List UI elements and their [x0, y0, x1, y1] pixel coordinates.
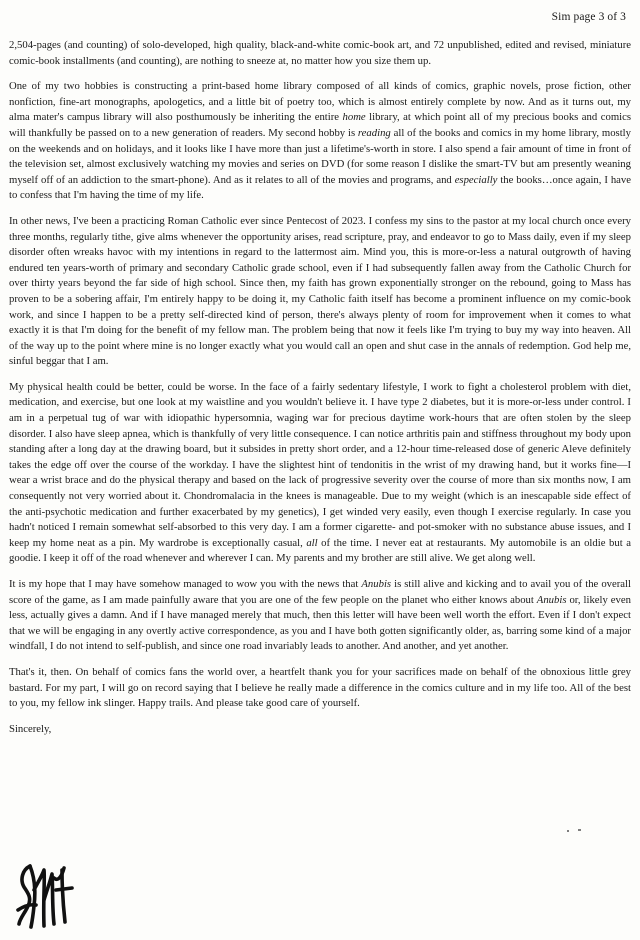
emphasis-run: all	[306, 536, 318, 549]
page-number-label: Sim page 3 of 3	[551, 11, 626, 23]
letter-body	[9, 38, 631, 737]
text-run: My physical health could be better, could be worse. In the face of a fairly sedentary lifestyle, I work to fight a cholesterol problem with diet, medication, and exercise, but one look at my waistline and you wouldn't believe it. I have type 2 diabetes, but it is more-or-less under control. I am in a perpetual tug of war with idiopathic hypersomnia, waging war for precious daytime work-hours that are often stolen by the sleep disorder. I also have sleep apnea, which is thankfully of very little consequence. I can notice arthritis pain and stiffness throughout my body upon standing after a long day at the drawing board, but it subsides in pretty short order, and a 12-hour time-released dose of generic Aleve definitely takes the edge off over the course of the workday. I have the slightest hint of tendonitis in the wrist of my drawing hand, but it works fine—I wear a wrist brace and do the physical therapy and based on the lack of progressive severity over the course of more than six months now, I am consequently not very worried about it. Chondromalacia in the knees is manageable. Due to my weight (which is an inescapable side effect of the anti-psychotic medication and further exacerbated by my genetics), I get winded very easily, even though I exercise regularly. In case you hadn't noticed I remain somewhat self-absorbed to this very day. I am a former cigarette- and pot-smoker with no substance abuse issues, and I keep my home neat as a pin. My wardrobe is exceptionally casual,	[9, 380, 631, 549]
paragraph-hobbies	[9, 79, 631, 204]
paragraph-anubis	[9, 577, 631, 655]
paragraph-health	[9, 380, 631, 567]
text-run: of the time. I never eat at restaurants. My automobile is an oldie but a goodie. I keep it off of the road whenever and wherever I can. My parents and my brother are still alive. We get along well.	[9, 536, 631, 565]
text-run: It is my hope that I may have somehow managed to wow you with the news that	[9, 578, 362, 590]
ink-speck-icon	[567, 829, 581, 833]
text-run: That's it, then. On behalf of comics fans the world over, a heartfelt thank you for your sacrifices made on behalf of the obnoxious little grey bastard. For my part, I will go on record saying that I believe he really made a difference in the comics culture and in my life too. All of the best to you, my fellow ink slinger. Happy trails. And please take good care of yourself.	[9, 665, 631, 710]
text-run: all of the books and comics in my home library, mostly on the weekends and on holidays, and it looks like I have more than just a lifetime's-worth in store. I also spend a fair amount of time in front of the television set, almost exclusively watching my movies and series on DVD (for some reason I dislike the smart-TV but am presently weaning myself off of an addiction to the smart-phone). And as it relates to all of the movies and programs, and	[9, 126, 631, 186]
paragraph-faith	[9, 214, 631, 370]
emphasis-run: home	[342, 111, 366, 124]
text-run: In other news, I've been a practicing Roman Catholic ever since Pentecost of 2023. I confess my sins to the pastor at my local church once every three months, regularly tithe, give alms whenever the opportunity arises, read scripture, pray, and endeavor to go to Mass daily, even if my sleep disorder often wreaks havoc with my intentions in regard to the lattermost aim. Mind you, this is more-or-less a natural outgrowth of having endured ten years-worth of primary and secondary Catholic grade school, even if I had subsequently fallen away from the Catholic Church for over thirty years beyond the far side of high school. Since then, my faith has grown exponentially stronger on the rebound, going to Mass has proven to be a sobering affair, I'm entirely happy to be doing it, my Catholic faith itself has become a prominent influence on my comic-book work, and since I happen to be a pretty self-directed kind of person, there's always plenty of room for improvement when it comes to what exactly it is that I'm doing for the benefit of my fellow man. The problem being that now it feels like I'm trying to buy my way into heaven. All of the way up to the point where mine is no longer exactly what you would call an open and shut case in the annals of redemption. God help me, sinful beggar that I am.	[9, 214, 631, 368]
text-run: 2,504-pages (and counting) of solo-developed, high quality, black-and-white comic-book art, and 72 unpublished, edited and revised, miniature comic-book installments (and counting), are nothing to sneeze at, no matter how you size them up.	[9, 39, 631, 67]
emphasis-run: especially	[454, 173, 498, 186]
paragraph-thanks	[9, 665, 631, 712]
paragraph-comic-output	[9, 38, 631, 69]
emphasis-run: Anubis	[536, 593, 567, 606]
text-run: is still alive and kicking and to avail you of the overall score of the game, as I am made painfully aware that you are one of the few people on the planet who either knows about	[9, 578, 631, 606]
handwritten-signature-icon	[16, 860, 74, 930]
text-run: One of my two hobbies is constructing a print-based home library composed of all kinds of comics, graphic novels, prose fiction, other nonfiction, fine-art monographs, apologetics, and a little bit of poetry too, which is almost entirely complete by now. And as it turns out, my alma mater's campus library will also posthumously be inheriting the entire	[9, 80, 631, 124]
closing-salutation: Sincerely,	[9, 722, 52, 735]
text-run: or, likely even less, actually gives a damn. And if I have managed merely that much, then this letter will have been well worth the effort. Even if I don't expect that we will be engaging in any overtly active correspondence, as you and I have both gotten significantly older, as, barring some kind of a major windfall, I do not intend to self-publish, and since one road invariably leads to another. And another, and yet another.	[9, 593, 631, 653]
emphasis-run: Anubis	[361, 578, 392, 590]
emphasis-run: reading	[357, 126, 391, 139]
text-run: the books…once again, I have to confess that I'm having the time of my life.	[9, 173, 631, 202]
text-run: library, at which point all of my precious books and comics will thankfully be passed on to a new generation of readers. My second hobby is	[9, 111, 631, 139]
